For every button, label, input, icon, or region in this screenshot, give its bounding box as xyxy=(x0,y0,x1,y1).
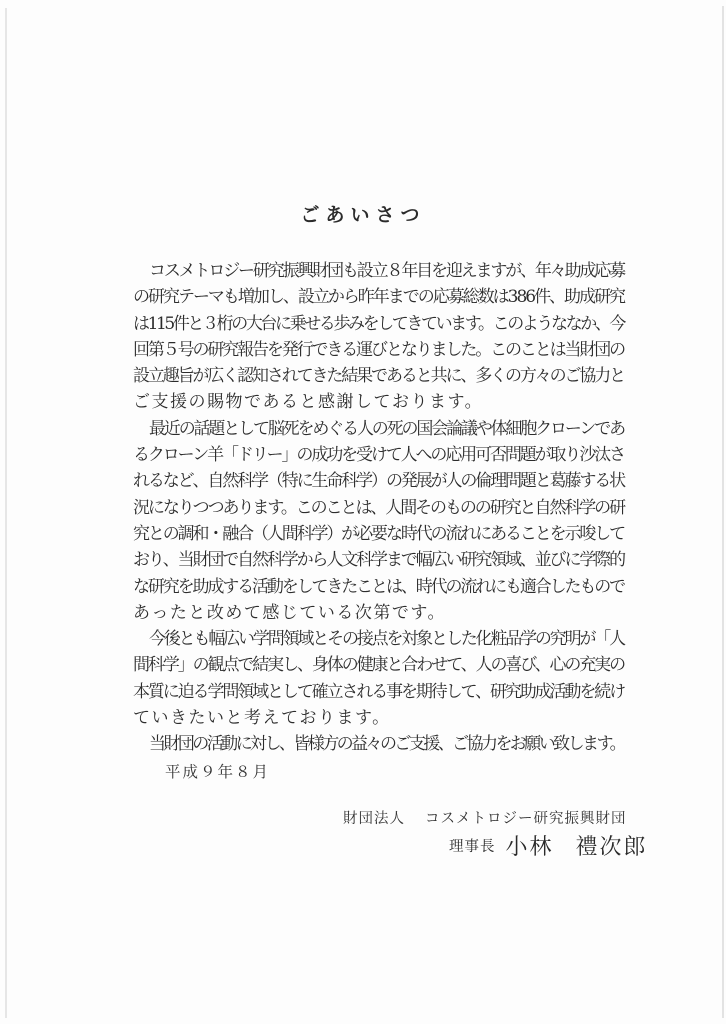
chairman-given-name: 禮次郎 xyxy=(575,835,648,860)
text-line: ご支援の賜物であると感謝しております。 xyxy=(133,392,484,413)
organization-name: コスメトロジー研究振興財団 xyxy=(425,811,627,827)
text-line: 究との調和・融合（人間科学）が必要な時代の流れにあることを示唆して xyxy=(133,523,624,544)
text-line: 回第５号の研究報告を発行できる運びとなりました。このことは当財団の xyxy=(133,339,624,360)
chairman-signature xyxy=(449,830,648,861)
greeting-body xyxy=(133,258,624,758)
text-line: 況になりつつあります。このことは、人間そのものの研究と自然科学の研 xyxy=(133,497,624,518)
scan-edge-left xyxy=(5,8,7,1018)
text-line: あったと改めて感じている次第です。 xyxy=(133,602,446,623)
text-line: 最近の話題として脳死をめぐる人の死の国会論議や体細胞クローンであ xyxy=(149,418,624,439)
text-line: 当財団の活動に対し、皆様方の益々のご支援、ご協力をお願い致します。 xyxy=(149,734,624,755)
page-title: ごあいさつ xyxy=(300,204,426,226)
scan-edge-right xyxy=(722,6,724,1018)
organization-line xyxy=(343,807,627,828)
text-line: ていきたいと考えております。 xyxy=(133,708,391,729)
chairman-surname: 小林 xyxy=(505,835,554,860)
text-line: コスメトロジー研究振興財団も設立８年目を迎えますが、年々助成応募 xyxy=(149,261,624,281)
text-line: れるなど、自然科学（特に生命科学）の発展が人の倫理問題と葛藤する状 xyxy=(133,471,624,492)
text-line: おり、当財団で自然科学から人文科学まで幅広い研究領域、並びに学際的 xyxy=(133,550,624,571)
date-line: 平成９年８月 xyxy=(165,763,271,781)
text-line: は115件と３桁の大台に乗せる歩みをしてきています。このようななか、今 xyxy=(133,313,624,334)
text-line: の研究テーマも増加し、設立から昨年までの応募総数は386件、助成研究 xyxy=(133,287,624,308)
text-line: るクローン羊「ドリー」の成功を受けて人への応用可否問題が取り沙汰さ xyxy=(133,445,624,466)
text-line: 設立趣旨が広く認知されてきた結果であると共に、多くの方々のご協力と xyxy=(133,366,624,387)
text-line: 今後とも幅広い学問領域とその接点を対象とした化粧品学の究明が「人 xyxy=(149,629,624,650)
text-line: 間科学」の観点で結実し、身体の健康と合わせて、人の喜び、心の充実の xyxy=(133,655,624,676)
text-line: 本質に迫る学問領域として確立される事を期待して、研究助成活動を続け xyxy=(133,681,624,702)
chairman-role: 理事長 xyxy=(449,839,496,855)
text-line: な研究を助成する活動をしてきたことは、時代の流れにも適合したもので xyxy=(133,576,624,597)
organization-type: 財団法人 xyxy=(343,811,405,827)
